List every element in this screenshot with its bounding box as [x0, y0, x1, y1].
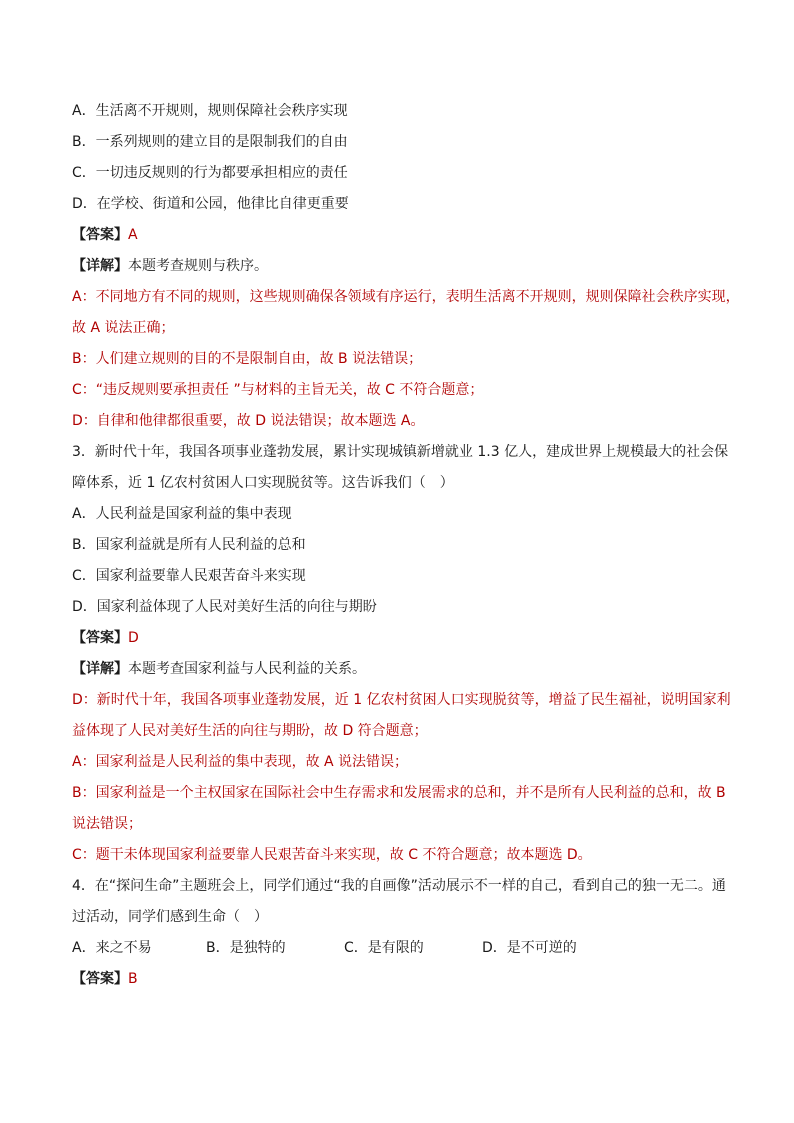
q3-answer-label: 【答案】: [72, 630, 128, 646]
q2-analysis-a-line-1: A：不同地方有不同的规则，这些规则确保各领域有序运行，表明生活离不开规则，规则保障社会秩序实现，: [72, 289, 740, 305]
page-content: [72, 100, 740, 999]
q4-stem: [72, 875, 728, 928]
q3-stem-line-2: 障体系，近 1 亿农村贫困人口实现脱贫等。这告诉我们（ ）: [72, 475, 454, 491]
q2-option-b: B．一系列规则的建立目的是限制我们的自由: [72, 134, 348, 150]
q3-explanation: [72, 658, 728, 680]
q4-option-c: C．是有限的: [344, 940, 424, 956]
q2-answer-value: A: [128, 227, 138, 243]
q2-analysis-a-line-2: 故 A 说法正确；: [72, 320, 175, 336]
q4-option-d: D．是不可逆的: [482, 940, 577, 956]
q2-analysis-b: B：人们建立规则的目的不是限制自由，故 B 说法错误；: [72, 351, 423, 367]
q3-answer-value: D: [128, 630, 139, 646]
q3-stem-line-1: 3．新时代十年，我国各项事业蓬勃发展，累计实现城镇新增就业 1.3 亿人，建成世界上规模最大的社会保: [72, 444, 729, 460]
q3-analysis-b: [72, 782, 728, 835]
q3-analysis-b-line-1: B：国家利益是一个主权国家在国际社会中生存需求和发展需求的总和，并不是所有人民利益的总和，故 B: [72, 785, 726, 801]
q2-explain-intro: 本题考查规则与秩序。: [128, 258, 268, 274]
q3-analysis-d: [72, 689, 731, 742]
q4-answer-label: 【答案】: [72, 971, 128, 987]
q3-option-d: D．国家利益体现了人民对美好生活的向往与期盼: [72, 599, 377, 615]
q3-analysis-d-line-2: 益体现了人民对美好生活的向往与期盼，故 D 符合题意；: [72, 723, 428, 739]
q3-option-b: B．国家利益就是所有人民利益的总和: [72, 537, 306, 553]
q2-analysis-a: [72, 286, 740, 339]
q2-option-a: A．生活离不开规则，规则保障社会秩序实现: [72, 103, 348, 119]
q4-answer-value: B: [128, 971, 138, 987]
q3-explain-intro: 本题考查国家利益与人民利益的关系。: [128, 661, 366, 677]
q2-answer: [72, 224, 728, 246]
q4-option-a: A．来之不易: [72, 940, 152, 956]
q3-analysis-c: C：题干未体现国家利益要靠人民艰苦奋斗来实现，故 C 不符合题意；故本题选 D。: [72, 847, 592, 863]
q2-analysis-d: D：自律和他律都很重要，故 D 说法错误；故本题选 A。: [72, 413, 425, 429]
q2-explanation: [72, 255, 728, 277]
q2-answer-label: 【答案】: [72, 227, 128, 243]
q3-answer: [72, 627, 728, 649]
q3-analysis-a: A：国家利益是人民利益的集中表现，故 A 说法错误；: [72, 754, 409, 770]
q2-analysis-c: C：“违反规则要承担责任 ”与材料的主旨无关，故 C 不符合题意；: [72, 382, 484, 398]
q2-option-d: D．在学校、街道和公园，他律比自律更重要: [72, 196, 349, 212]
q3-option-a: A．人民利益是国家利益的集中表现: [72, 506, 292, 522]
q4-option-b: B．是独特的: [206, 940, 286, 956]
q2-explain-label: 【详解】: [72, 258, 128, 274]
q4-stem-line-2: 过活动，同学们感到生命（ ）: [72, 909, 268, 925]
q3-analysis-b-line-2: 说法错误；: [72, 816, 142, 832]
q4-answer: [72, 968, 728, 990]
q3-explain-label: 【详解】: [72, 661, 128, 677]
q4-stem-line-1: 4．在“探问生命”主题班会上，同学们通过“我的自画像”活动展示不一样的自己，看到自己的独一无二。通: [72, 878, 726, 894]
q4-options: [72, 937, 728, 959]
q2-option-c: C．一切违反规则的行为都要承担相应的责任: [72, 165, 348, 181]
q3-stem: [72, 441, 728, 494]
q3-analysis-d-line-1: D：新时代十年，我国各项事业蓬勃发展，近 1 亿农村贫困人口实现脱贫等，增益了民生福祉，说明国家利: [72, 692, 731, 708]
q3-option-c: C．国家利益要靠人民艰苦奋斗来实现: [72, 568, 306, 584]
